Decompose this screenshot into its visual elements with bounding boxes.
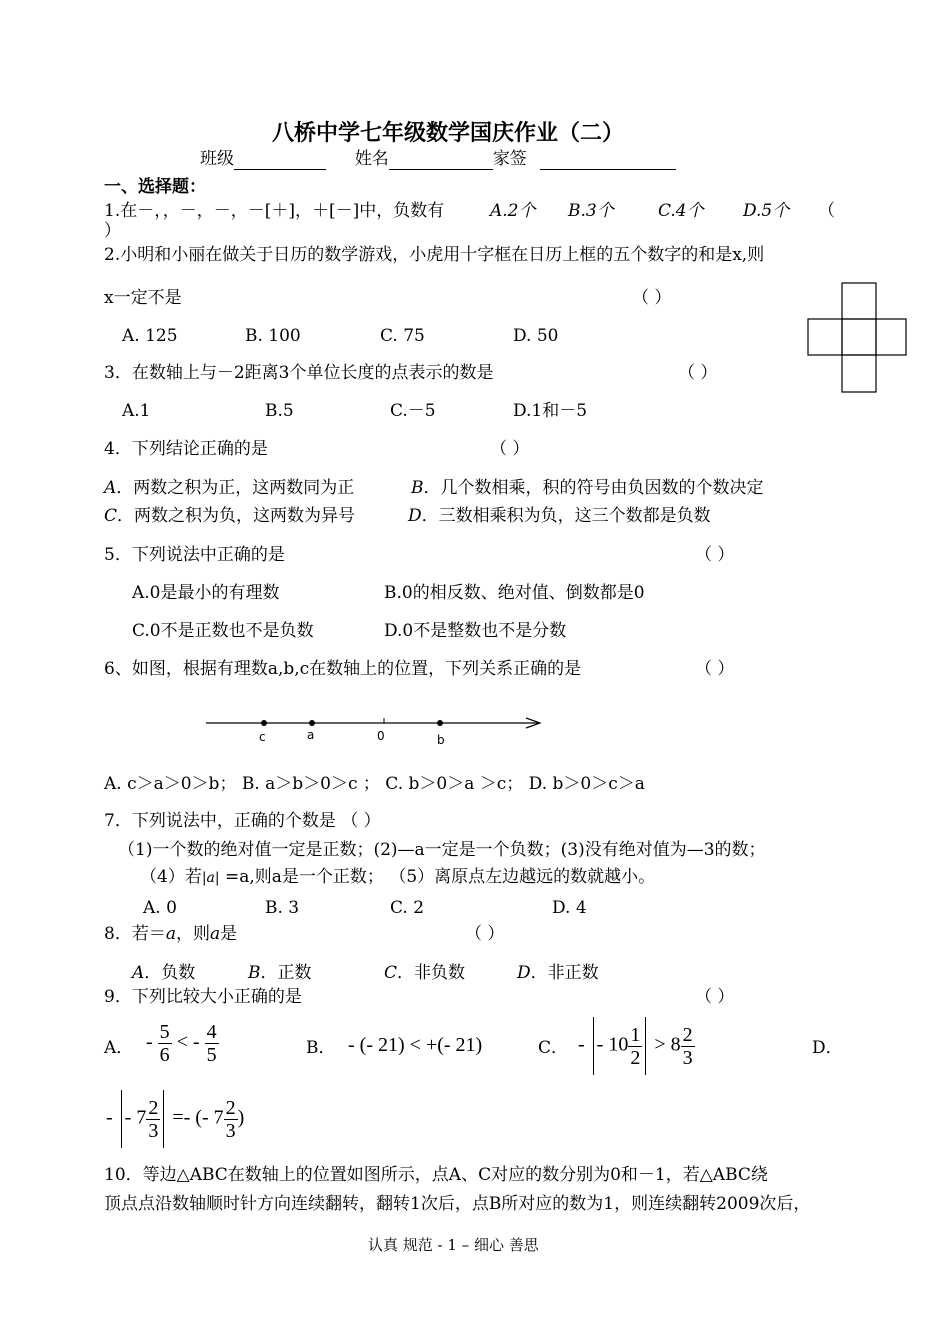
q5-answer-paren: （ ）	[695, 545, 735, 565]
class-blank[interactable]	[234, 151, 326, 170]
q9d-den-2: 3	[225, 1119, 236, 1142]
q8-var-a1: a	[165, 924, 176, 944]
q2-stem-line1: 2.小明和小丽在做关于日历的数学游戏，小虎用十字框在日历上框的五个数字的和是x,则	[104, 245, 765, 265]
q9d-num-2: 2	[225, 1096, 236, 1119]
q3-option-d: D.1和－5	[513, 401, 588, 421]
q9c-den-2: 3	[682, 1046, 693, 1069]
q5-option-a: A.0是最小的有理数	[132, 583, 280, 603]
q9a-num-1: 5	[159, 1021, 170, 1043]
q8-stem	[104, 923, 237, 945]
q9d-abs-bar-left	[121, 1090, 122, 1148]
q4-option-d-letter: D	[408, 506, 422, 526]
q2-stem-line2: x一定不是	[104, 288, 182, 308]
q10-stem-line2: 顶点点沿数轴顺时针方向连续翻转，翻转1次后，点B所对应的数为1，则连续翻转2009次后，	[104, 1194, 811, 1214]
q4-option-a-letter: A	[104, 478, 117, 498]
q1-stem: 1.在－，，－，－，－[＋]，＋[－]中，负数有	[104, 201, 445, 221]
q7-statement-line1: （1)一个数的绝对值一定是正数；(2)—a一定是一个负数；(3)没有绝对值为—3的数；	[118, 840, 766, 860]
label-a: a	[307, 728, 315, 742]
label-0: 0	[377, 729, 385, 743]
q9d-whole-1: 7	[136, 1106, 147, 1129]
q8-answer-paren: （ ）	[465, 924, 505, 944]
point-c	[261, 720, 267, 726]
q6-options: A. c＞a＞0＞b； B. a＞b＞0＞c ； C. b＞0＞a ＞c； D. b＞0＞c＞a	[104, 774, 645, 794]
q9d-fraction-2	[224, 1097, 238, 1142]
q4-answer-paren: （ ）	[490, 439, 530, 459]
q9c-abs-bar-right	[645, 1017, 646, 1075]
q2-option-c: C. 75	[380, 326, 425, 346]
point-a	[309, 720, 315, 726]
q4-option-d-text: ．三数相乘积为负，这三个数都是负数	[421, 506, 711, 526]
label-c: c	[259, 730, 266, 744]
q9a-den-2: 5	[206, 1044, 217, 1066]
cross-cell-bottom	[842, 355, 876, 392]
page-footer: 认真 规范 - 1 – 细心 善思	[368, 1236, 539, 1254]
q7-option-d: D. 4	[552, 898, 587, 918]
q9c-fraction-2	[681, 1024, 695, 1069]
q1-option-c: C.4个	[658, 201, 704, 221]
q9d-den-1: 3	[148, 1119, 159, 1142]
q9c-fraction-1	[628, 1024, 642, 1069]
name-label: 姓名	[354, 149, 389, 169]
q7-option-b: B. 3	[265, 898, 300, 918]
q3-option-a: A.1	[122, 401, 151, 421]
q8-option-b-letter: B	[248, 963, 261, 983]
q9d-num-1: 2	[148, 1096, 159, 1119]
q9d-whole-2: 7	[213, 1106, 224, 1129]
q8-option-b-text: ．正数	[260, 963, 312, 983]
q4-option-d	[408, 505, 711, 527]
q8-var-a2: a	[209, 924, 221, 944]
q5-option-c: C.0不是正数也不是负数	[132, 621, 314, 641]
q6-answer-paren: （ ）	[695, 659, 735, 679]
q5-option-b: B.0的相反数、绝对值、倒数都是0	[384, 583, 645, 603]
q7-option-c: C. 2	[390, 898, 425, 918]
q9a-num-2: 4	[206, 1021, 217, 1043]
point-b	[437, 720, 443, 726]
q9c-whole-1: 10	[608, 1033, 629, 1056]
q9a-fraction-1	[158, 1021, 172, 1066]
q5-stem: 5．下列说法中正确的是	[104, 545, 285, 565]
q8-option-c	[384, 962, 465, 984]
q9c-whole-2: 8	[670, 1033, 681, 1056]
q4-option-c	[104, 505, 355, 527]
q3-option-b: B.5	[265, 401, 294, 421]
label-b: b	[437, 733, 445, 747]
q1-paren-open: （	[818, 201, 835, 221]
q4-option-a	[104, 477, 354, 499]
q4-option-b-letter: B	[411, 478, 424, 498]
q2-option-b: B. 100	[245, 326, 301, 346]
q8-option-b	[248, 962, 312, 984]
q9d-abs-bar-right	[163, 1090, 164, 1148]
page-title: 八桥中学七年级数学国庆作业（二）	[272, 121, 625, 146]
cross-cell-left	[808, 319, 842, 355]
cross-cell-center	[842, 319, 876, 355]
q9c-num-1: 1	[630, 1023, 641, 1046]
q8-option-c-text: ．非负数	[397, 963, 466, 983]
q8-stem-post: 是	[220, 924, 238, 944]
parent-sign-label: 家签	[492, 149, 527, 169]
q9-option-a-label: A．	[104, 1038, 134, 1058]
q1-option-a: A.2个	[490, 201, 536, 221]
q9-option-a-expr: - $\frac{5}{6}$ < - $\frac{4}{5}$	[146, 1021, 217, 1066]
q7-abs-a: |a|	[201, 870, 220, 886]
q8-option-d-letter: D	[517, 963, 531, 983]
q4-stem: 4．下列结论正确的是	[104, 439, 268, 459]
q5-option-d: D.0不是整数也不是分数	[384, 621, 567, 641]
name-blank[interactable]	[389, 151, 493, 170]
q3-stem: 3．在数轴上与－2距离3个单位长度的点表示的数是	[104, 363, 494, 383]
q4-option-b-text: ．几个数相乘，积的符号由负因数的个数决定	[423, 478, 764, 498]
cross-cell-top	[842, 283, 876, 319]
q7-statement-line2	[140, 866, 655, 889]
q8-option-c-letter: C	[384, 963, 398, 983]
q9-option-d-label: D．	[812, 1038, 843, 1058]
q8-stem-pre: 8．若＝	[104, 924, 166, 944]
parent-sign-blank[interactable]	[540, 151, 676, 170]
q9-answer-paren: （ ）	[695, 987, 735, 1007]
cross-cell-right	[876, 319, 906, 355]
q4-option-a-text: ．两数之积为正，这两数同为正	[116, 478, 355, 498]
q3-answer-paren: （ ）	[678, 363, 718, 383]
q3-option-c: C.－5	[390, 401, 436, 421]
q4-option-b	[411, 477, 764, 499]
q9-option-b-expr: - (- 21) < +(- 21)	[348, 1034, 483, 1056]
q9-option-c-expr: - - 10 $\frac{1}{2}$ > 8 $\frac{2}{3}$	[578, 1017, 695, 1075]
q7-line2-suffix: =a,则a是一个正数； （5）离原点左边越远的数就越小。	[219, 867, 656, 887]
q9-option-b-label: B．	[306, 1038, 336, 1058]
q9d-fraction-1	[146, 1097, 160, 1142]
q9c-den-1: 2	[630, 1046, 641, 1069]
q1-option-d: D.5个	[743, 201, 790, 221]
q2-answer-paren: （ ）	[632, 288, 672, 308]
q9c-abs-bar-left	[593, 1017, 594, 1075]
q9a-den-1: 6	[159, 1044, 170, 1066]
student-info-line	[200, 148, 676, 170]
q6-stem: 6、如图，根据有理数a,b,c在数轴上的位置，下列关系正确的是	[104, 659, 582, 679]
q1-option-b: B.3个	[568, 201, 614, 221]
q10-stem-line1: 10．等边△ABC在数轴上的位置如图所示，点A、C对应的数分别为0和－1，若△ABC绕	[104, 1165, 768, 1185]
q7-option-a: A. 0	[143, 898, 177, 918]
q1-paren-close: ）	[104, 221, 121, 241]
q4-option-c-text: ．两数之积为负，这两数为异号	[117, 506, 356, 526]
q8-stem-mid: ，则	[175, 924, 210, 944]
q8-option-a-letter: A	[132, 963, 145, 983]
q9-option-c-label: C．	[538, 1038, 569, 1058]
q2-option-d: D. 50	[513, 326, 559, 346]
q9-option-d-expr: - - 7 $\frac{2}{3}$ =- (- 7 $\frac{2}{3}$ )	[106, 1090, 244, 1148]
section-heading: 一、选择题：	[104, 177, 206, 197]
q9a-fraction-2	[205, 1021, 219, 1066]
q8-option-d-text: ．非正数	[530, 963, 599, 983]
q8-option-a	[132, 962, 195, 984]
q9c-num-2: 2	[682, 1023, 693, 1046]
q4-option-c-letter: C	[104, 506, 118, 526]
q8-option-a-text: ．负数	[144, 963, 196, 983]
cross-frame-figure	[806, 282, 908, 394]
number-line-figure	[200, 708, 545, 750]
class-label: 班级	[200, 149, 234, 169]
q2-option-a: A. 125	[122, 326, 178, 346]
q7-line2-prefix: （4）若	[140, 867, 202, 887]
q7-stem: 7．下列说法中，正确的个数是 （ ）	[104, 811, 381, 831]
q8-option-d	[517, 962, 599, 984]
q9-stem: 9．下列比较大小正确的是	[104, 987, 302, 1007]
